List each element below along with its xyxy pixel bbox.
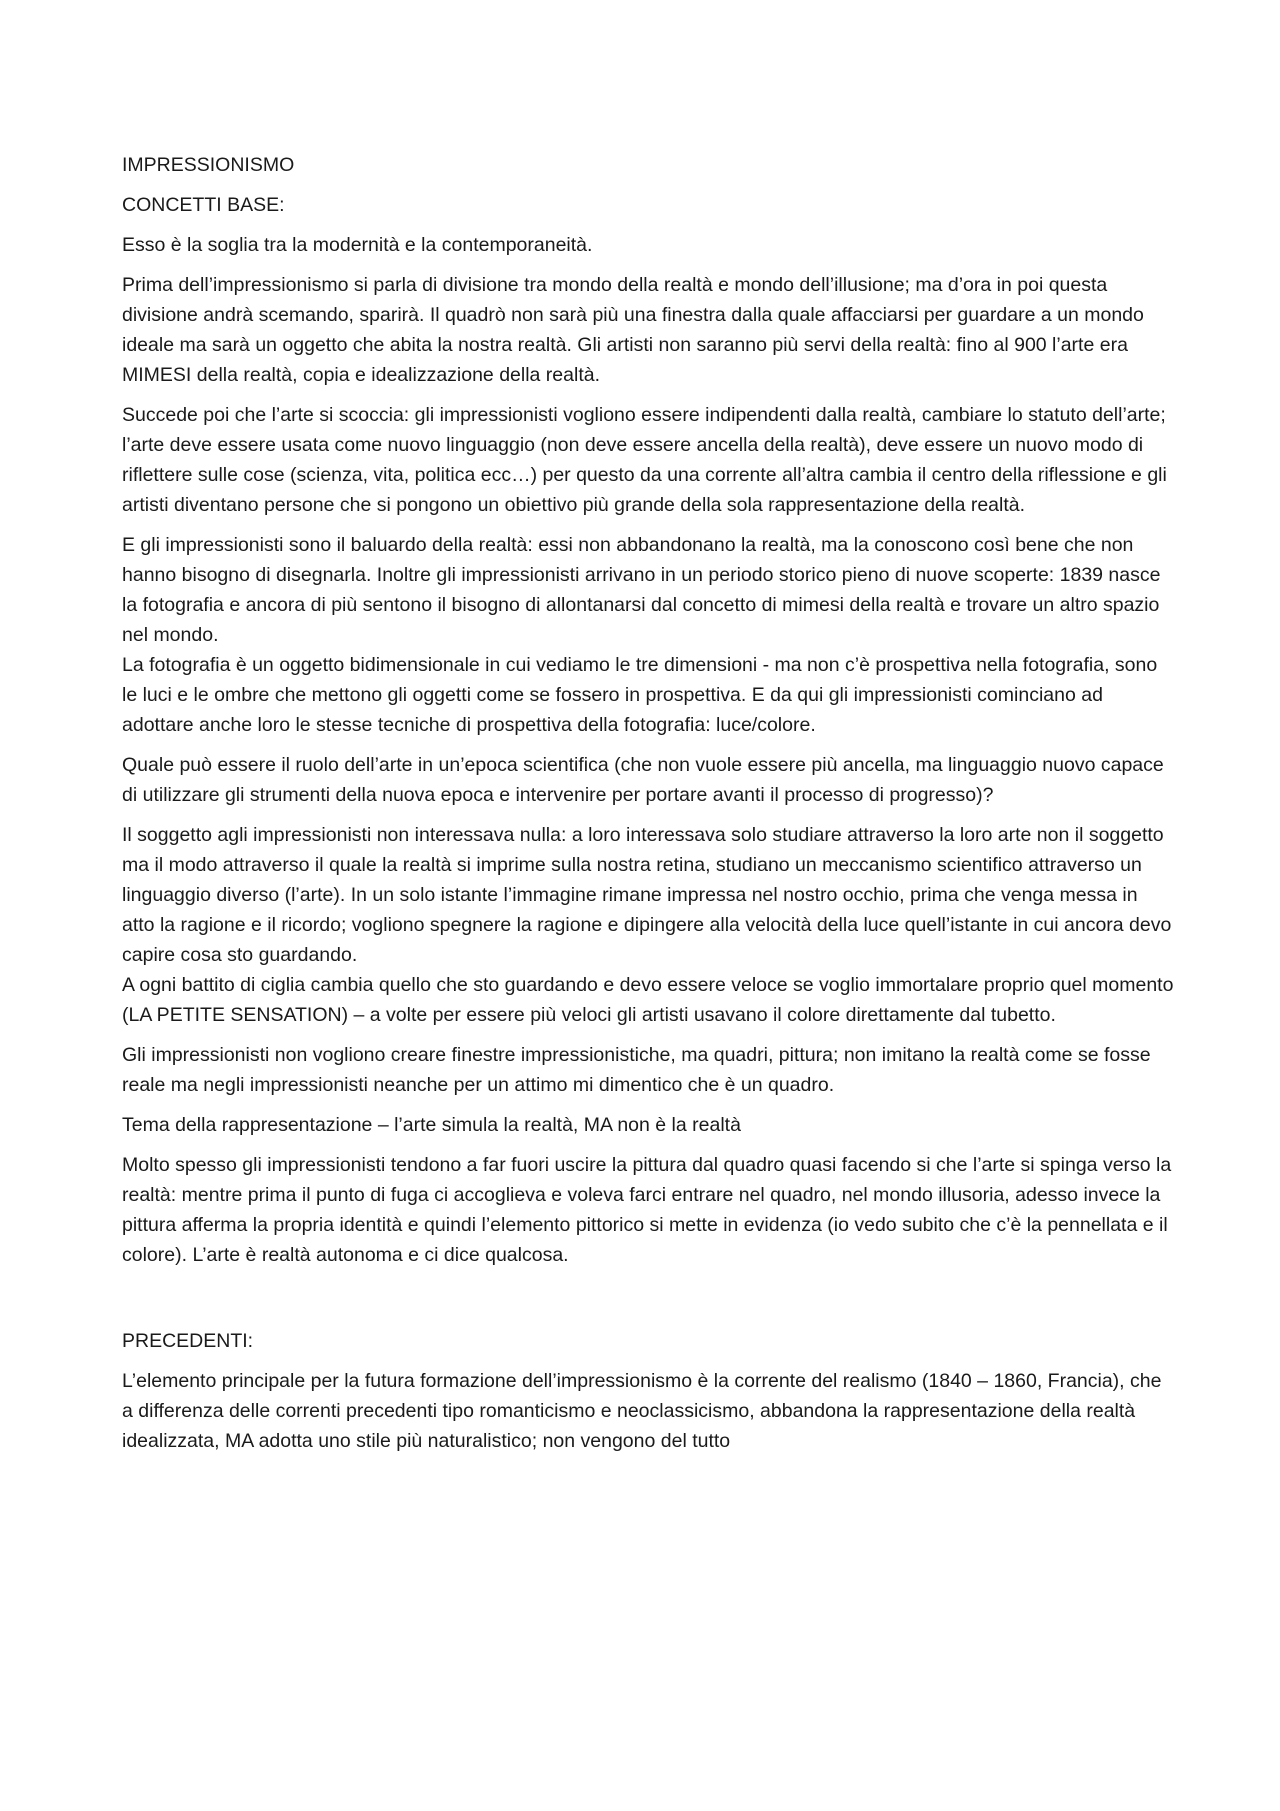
- paragraph: Gli impressionisti non vogliono creare finestre impressionistiche, ma quadri, pittura; non imitano la realtà come se fosse reale ma negli impressionisti neanche per un attimo mi dimentico che è un quadro.: [122, 1044, 1151, 1096]
- paragraph: L’elemento principale per la futura formazione dell’impressionismo è la corrente del realismo (1840 – 1860, Francia), che a differenza delle correnti precedenti tipo romanticismo e neoclassicismo, abbandona la rappresentazione della realtà idealizzata, MA adotta uno stile più naturalistico; non vengono del tutto: [122, 1370, 1162, 1452]
- paragraph: Quale può essere il ruolo dell’arte in un’epoca scientifica (che non vuole essere più ancella, ma linguaggio nuovo capace di utilizzare gli strumenti della nuova epoca e intervenire per portare avanti il processo di progresso)?: [122, 754, 1164, 806]
- section-heading-precedenti: PRECEDENTI:: [122, 1330, 254, 1352]
- paragraph: E gli impressionisti sono il baluardo della realtà: essi non abbandonano la realtà, ma la conoscono così bene che non hanno bisogno di disegnarla. Inoltre gli impressionisti arrivano in un periodo storico pieno di nuove scoperte: 1839 nasce la fotografia e ancora di più sentono il bisogno di allontanarsi dal concetto di mimesi della realtà e trovare un altro spazio nel mondo. La fotografia è un oggetto bidimensionale in cui vediamo le tre dimensioni - ma non c’è prospettiva nella fotografia, sono le luci e le ombre che mettono gli oggetti come se fossero in prospettiva. E da qui gli impressionisti cominciano ad adottare anche loro le stesse tecniche di prospettiva della fotografia: luce/colore.: [122, 534, 1161, 736]
- paragraph: Succede poi che l’arte si scoccia: gli impressionisti vogliono essere indipendenti dalla realtà, cambiare lo statuto dell’arte; l’arte deve essere usata come nuovo linguaggio (non deve essere ancella della realtà), deve essere un nuovo modo di riflettere sulle cose (scienza, vita, politica ecc…) per questo da una corrente all’altra cambia il centro della riflessione e gli artisti diventano persone che si pongono un obiettivo più grande della sola rappresentazione della realtà.: [122, 404, 1167, 516]
- document-page: [122, 150, 1174, 1466]
- paragraph: Molto spesso gli impressionisti tendono a far fuori uscire la pittura dal quadro quasi facendo si che l’arte si spinga verso la realtà: mentre prima il punto di fuga ci accoglieva e voleva farci entrare nel quadro, nel mondo illusoria, adesso invece la pittura afferma la propria identità e quindi l’elemento pittorico si mette in evidenza (io vedo subito che c’è la pennellata e il colore). L’arte è realtà autonoma e ci dice qualcosa.: [122, 1154, 1172, 1266]
- document-title: IMPRESSIONISMO: [122, 154, 295, 176]
- paragraph: Prima dell’impressionismo si parla di divisione tra mondo della realtà e mondo dell’illusione; ma d’ora in poi questa divisione andrà scemando, sparirà. Il quadrò non sarà più una finestra dalla quale affacciarsi per guardare a un mondo ideale ma sarà un oggetto che abita la nostra realtà. Gli artisti non saranno più servi della realtà: fino al 900 l’arte era MIMESI della realtà, copia e idealizzazione della realtà.: [122, 274, 1144, 386]
- section-heading-concetti-base: CONCETTI BASE:: [122, 194, 285, 216]
- paragraph: Esso è la soglia tra la modernità e la contemporaneità.: [122, 234, 593, 256]
- paragraph: Il soggetto agli impressionisti non interessava nulla: a loro interessava solo studiare attraverso la loro arte non il soggetto ma il modo attraverso il quale la realtà si imprime sulla nostra retina, studiano un meccanismo scientifico attraverso un linguaggio diverso (l’arte). In un solo istante l’immagine rimane impressa nel nostro occhio, prima che venga messa in atto la ragione e il ricordo; vogliono spegnere la ragione e dipingere alla velocità della luce quell’istante in cui ancora devo capire cosa sto guardando. A ogni battito di ciglia cambia quello che sto guardando e devo essere veloce se voglio immortalare proprio quel momento (LA PETITE SENSATION) – a volte per essere più veloci gli artisti usavano il colore direttamente dal tubetto.: [122, 824, 1174, 1026]
- paragraph: Tema della rappresentazione – l’arte simula la realtà, MA non è la realtà: [122, 1114, 741, 1136]
